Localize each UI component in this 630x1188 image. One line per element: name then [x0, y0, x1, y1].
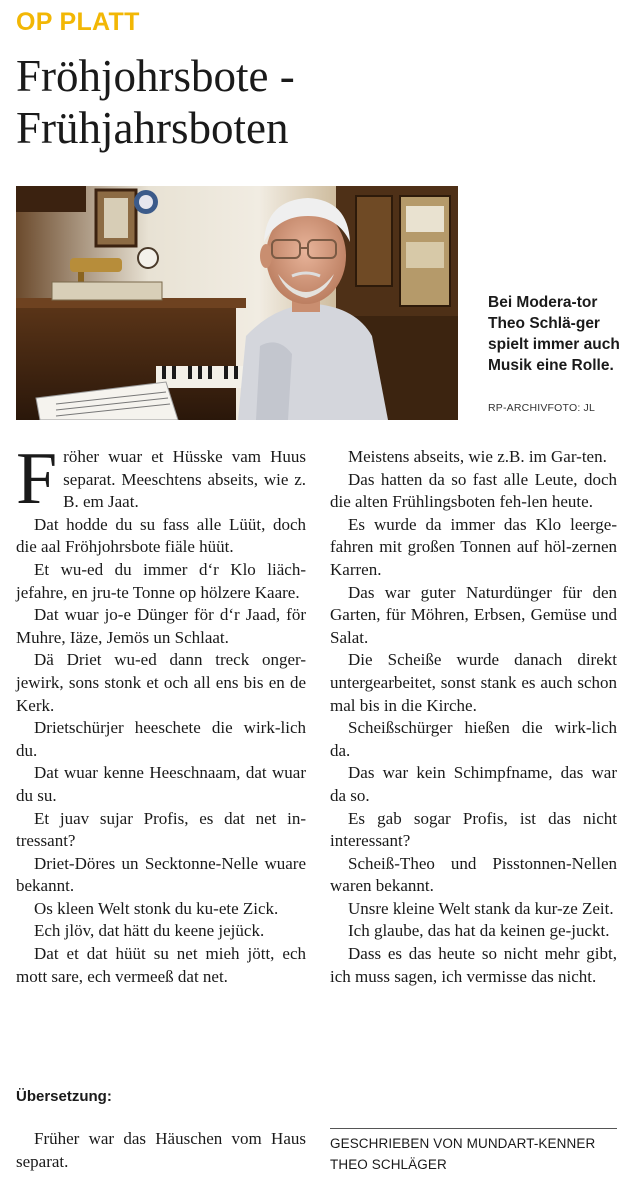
translation-paragraph: Dass es das heute so nicht mehr gibt, ich muss sagen, ich vermisse das nicht.: [330, 944, 617, 986]
translation-paragraph: Scheißschürger hießen die wirk-lich da.: [330, 718, 617, 760]
translation-column: [330, 446, 617, 988]
dialect-paragraph: Et juav sujar Profis, es dat net in-tressant?: [16, 808, 306, 851]
dialect-paragraph: Driet-Döres un Secktonne-Nelle wuare bekannt.: [16, 853, 306, 896]
photo-credit: RP-ARCHIVFOTO: JL: [488, 402, 596, 414]
translation-paragraph: Es gab sogar Profis, ist das nicht interessant?: [330, 808, 617, 851]
headline: [16, 50, 616, 154]
article-photo: [16, 186, 458, 420]
translation-paragraph: Das hatten da so fast alle Leute, doch die alten Frühlingsboten feh-len heute.: [330, 469, 617, 512]
translation-heading: Übersetzung:: [16, 1088, 112, 1105]
kicker-label: OP PLATT: [16, 8, 140, 36]
dialect-paragraph: Dat et dat hüüt su net mieh jött, ech mott sare, ech vermeeß dat net.: [16, 944, 306, 986]
dialect-paragraph: Ech jlöv, dat hätt du keene jejück.: [34, 921, 265, 941]
dialect-paragraph: Drietschürjer heeschete die wirk-lich du.: [16, 718, 306, 760]
byline-line-1: GESCHRIEBEN VON MUNDART-KENNER: [330, 1136, 596, 1151]
dialect-column: [16, 438, 306, 988]
dropcap-letter: F: [16, 438, 58, 520]
translation-paragraph: Die Scheiße wurde danach direkt untergearbeitet, sonst stank es auch schon mal bis in die Kirche.: [330, 650, 617, 715]
photo-illustration: [16, 186, 458, 420]
dialect-paragraph: Dat hodde du su fass alle Lüüt, doch die aal Fröhjohrsbote fiäle hüüt.: [16, 514, 306, 557]
headline-line-2: Frühjahrsboten: [16, 103, 289, 153]
dialect-paragraph: Dat wuar jo-e Dünger för d‘r Jaad, för Muhre, Iäze, Jemös un Schlaat.: [16, 605, 306, 647]
dialect-paragraph-1: [16, 438, 306, 520]
translation-paragraph: Das war kein Schimpfname, das war da so.: [330, 763, 617, 805]
dialect-paragraph: Dä Driet wu-ed dann treck onger-jewirk, sons stonk et och all ens bis en de Kerk.: [16, 650, 306, 715]
author-byline: [330, 1128, 617, 1175]
translation-paragraph: Ich glaube, das hat da keinen ge-juckt.: [348, 921, 610, 941]
translation-paragraph: Unsre kleine Welt stank da kur-ze Zeit.: [348, 898, 614, 918]
translation-paragraph: Das war guter Naturdünger für den Garten, für Möhren, Erbsen, Gemüse und Salat.: [330, 582, 617, 647]
headline-line-1: Fröhjohrsbote -: [16, 51, 295, 101]
translation-paragraph: Es wurde da immer das Klo leerge-fahren mit großen Tonnen auf höl-zernen Karren.: [330, 514, 617, 579]
photo-caption: Bei Modera-tor Theo Schlä-ger spielt immer auch Musik eine Rolle.: [488, 294, 620, 374]
translation-paragraph: Meistens abseits, wie z.B. im Gar-ten.: [348, 447, 607, 466]
dialect-paragraph: Dat wuar kenne Heeschnaam, dat wuar du su.: [16, 763, 306, 805]
dialect-first-text: röher wuar et Hüsske vam Huus separat. Meeschtens abseits, wie z. B. em Jaat.: [63, 447, 306, 512]
dialect-paragraph: Et wu-ed du immer d‘r Klo liäch-jefahre, en jru-te Tonne op hölzere Kaare.: [16, 559, 306, 602]
translation-paragraph: Scheiß-Theo und Pisstonnen-Nellen waren bekannt.: [330, 853, 617, 896]
byline-line-2: THEO SCHLÄGER: [330, 1157, 447, 1172]
dialect-paragraph: Os kleen Welt stonk du ku-ete Zick.: [34, 898, 279, 918]
translation-paragraph: Früher war das Häuschen vom Haus separat.: [16, 1129, 306, 1171]
translation-column-start: [16, 1128, 306, 1173]
